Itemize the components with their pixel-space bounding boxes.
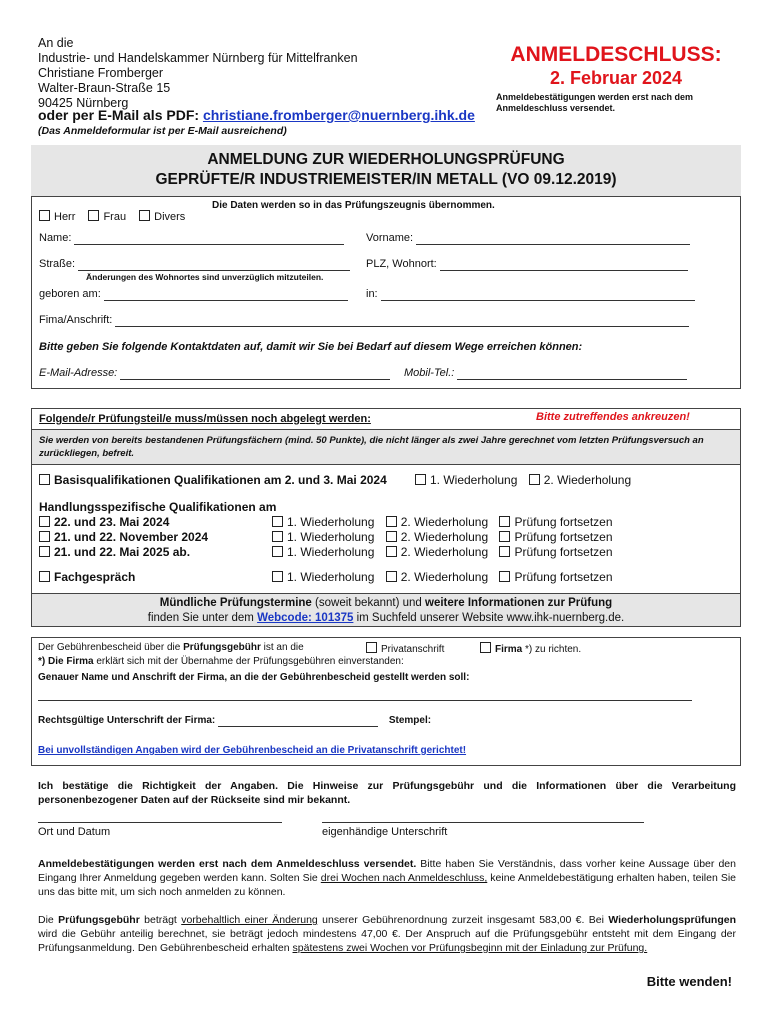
- exemption-box: [32, 429, 740, 465]
- vorname-label: Vorname:: [366, 232, 414, 244]
- w1-label: 1. Wiederholung: [287, 515, 375, 529]
- birthplace-label: in:: [366, 288, 378, 300]
- email-row: [39, 367, 390, 380]
- confirmation-info: [38, 857, 736, 899]
- hsq-date-1: [39, 515, 169, 529]
- stamp-label: Stempel:: [388, 715, 432, 726]
- title-line-2: GEPRÜFTE/R INDUSTRIEMEISTER/IN METALL (VO 09.12.2019): [155, 171, 617, 188]
- fee-info: [38, 913, 736, 955]
- fee-1c: ist an die: [260, 642, 304, 653]
- fach-checkbox[interactable]: [39, 571, 50, 582]
- divers-checkbox[interactable]: [139, 210, 150, 221]
- firma-label: Fima/Anschrift:: [39, 314, 113, 326]
- mobil-row: [404, 367, 687, 380]
- exam-header: Folgende/r Prüfungsteil/e muss/müssen noch abgelegt werden:: [39, 413, 371, 425]
- hsq-title: Handlungsspezifische Qualifikationen am: [39, 500, 277, 514]
- basis-w1-checkbox[interactable]: [415, 474, 426, 485]
- basis-label: Basisqualifikationen Qualifikationen am 2. und 3. Mai 2024: [54, 473, 387, 487]
- address-change-note: Änderungen des Wohnortes sind unverzüglich mitzuteilen.: [86, 272, 324, 282]
- form-title: [31, 145, 741, 197]
- firma-suffix: *) zu richten.: [522, 644, 582, 655]
- herr-label: Herr: [54, 211, 76, 223]
- hsq-date-3: [39, 545, 190, 559]
- fortsetzen-label: Prüfung fortsetzen: [514, 530, 613, 544]
- address-line: An die: [38, 36, 74, 50]
- w2-label: 2. Wiederholung: [400, 545, 489, 559]
- contact-request: Bitte geben Sie folgende Kontaktdaten auf, damit wir Sie bei Bedarf auf diesem Wege erreichen können:: [39, 341, 583, 353]
- firma-row: [39, 314, 689, 327]
- fee-line-3: Genauer Name und Anschrift der Firma, an die der Gebührenbescheid gestellt werden soll:: [38, 672, 470, 683]
- strasse-row: [39, 258, 350, 271]
- frau-label: Frau: [103, 211, 127, 223]
- turn-over: Bitte wenden!: [646, 974, 732, 989]
- info-p1-a: Bitte haben Sie Verständnis, dass vorher keine Aussage über den Eingang Ihrer Anmeldung gegeben werden kann. Solten Sie: [38, 858, 736, 884]
- fach-row: [39, 570, 135, 584]
- email-link[interactable]: christiane.fromberger@nuernberg.ihk.de: [202, 107, 475, 123]
- info-p2-u2: spätestens zwei Wochen vor Prüfungsbeginn mit der Einladung zur Prüfung.: [292, 942, 648, 954]
- fortsetzen-label: Prüfung fortsetzen: [514, 545, 613, 559]
- signature-field[interactable]: [218, 715, 378, 727]
- geboren-row: [39, 288, 348, 301]
- w1-label: 1. Wiederholung: [287, 530, 375, 544]
- frau-checkbox[interactable]: [88, 210, 99, 221]
- info-p2-u1: vorbehaltlich einer Änderung: [181, 914, 318, 926]
- name-label: Name:: [39, 232, 72, 244]
- address-line: Christiane Fromberger: [38, 66, 164, 80]
- incomplete-warning: Bei unvollständigen Angaben wird der Gebührenbescheid an die Privatanschrift gerichtet!: [38, 745, 467, 756]
- herr-checkbox[interactable]: [39, 210, 50, 221]
- basis-w2-checkbox[interactable]: [529, 474, 540, 485]
- fee-firma-option: [480, 642, 581, 655]
- info-p2-e: wird die Gebühr anteilig berechnet, sie beträgt jedoch mindestens 47,00 €. Der Anspruch auf die Prüfungsgebühr entsteht mit dem Eingang der Prüfungsanmeldung. Den Gebührenbescheid erhalten: [38, 928, 736, 954]
- email-label: E-Mail-Adresse:: [39, 367, 118, 379]
- basis-row: [39, 473, 387, 487]
- geboren-field[interactable]: [104, 288, 348, 301]
- w2-label: 2. Wiederholung: [543, 473, 632, 487]
- info-bold-2: weitere Informationen zur Prüfung: [425, 597, 613, 609]
- signature-label: Rechtsgültige Unterschrift der Firma:: [38, 715, 216, 726]
- hsq-options-1: [272, 515, 613, 529]
- pdf-email-line: [38, 107, 475, 123]
- w2-label: 2. Wiederholung: [400, 570, 489, 584]
- hsq2-fortsetzen-checkbox[interactable]: [499, 531, 510, 542]
- exam-info-line-1: [32, 596, 740, 611]
- info-line2b: im Suchfeld unserer Website www.ihk-nuernberg.de.: [353, 612, 625, 624]
- hsq2-w1-checkbox[interactable]: [272, 531, 283, 542]
- vorname-row: [366, 232, 690, 245]
- info-p2-b2: Wiederholungsprüfungen: [608, 914, 736, 926]
- w2-label: 2. Wiederholung: [400, 530, 489, 544]
- info-line2a: finden Sie unter dem: [147, 612, 258, 624]
- firma-checkbox[interactable]: [480, 642, 491, 653]
- firma-label: Firma: [495, 644, 523, 655]
- webcode-link[interactable]: Webcode: 101375: [257, 612, 354, 624]
- hsq3-w2-checkbox[interactable]: [386, 546, 397, 557]
- date1-label: 22. und 23. Mai 2024: [54, 515, 170, 529]
- date2-label: 21. und 22. November 2024: [54, 530, 209, 544]
- address-line: Industrie- und Handelskammer Nürnberg für Mittelfranken: [38, 51, 358, 65]
- fach-label: Fachgespräch: [54, 570, 136, 584]
- birthplace-row: [366, 288, 695, 301]
- fach-fortsetzen-checkbox[interactable]: [499, 571, 510, 582]
- fortsetzen-label: Prüfung fortsetzen: [514, 570, 613, 584]
- hsq-options-2: [272, 530, 613, 544]
- confirmation-text: Ich bestätige die Richtigkeit der Angaben. Die Hinweise zur Prüfungsgebühr und die Informationen über die Verarbeitung personenbezogener Daten auf der Rückseite sind mir bekannt.: [38, 780, 736, 806]
- hsq1-w1-checkbox[interactable]: [272, 516, 283, 527]
- fach-w2-checkbox[interactable]: [386, 571, 397, 582]
- info-p1-u: drei Wochen nach Anmeldeschluss,: [320, 872, 488, 884]
- company-signature-row: [38, 715, 431, 727]
- hsq1-fortsetzen-checkbox[interactable]: [499, 516, 510, 527]
- fee-1b: Prüfungsgebühr: [183, 642, 261, 653]
- deadline-box: [496, 42, 736, 89]
- strasse-field[interactable]: [78, 258, 350, 271]
- plz-label: PLZ, Wohnort:: [366, 258, 437, 270]
- hsq1-w2-checkbox[interactable]: [386, 516, 397, 527]
- title-line-1: ANMELDUNG ZUR WIEDERHOLUNGSPRÜFUNG: [207, 151, 565, 168]
- w1-label: 1. Wiederholung: [287, 545, 375, 559]
- hsq-date-2: [39, 530, 208, 544]
- birthplace-field[interactable]: [381, 288, 695, 301]
- basis-checkbox[interactable]: [39, 474, 50, 485]
- basis-options: [415, 473, 631, 487]
- private-label: Privatanschrift: [381, 644, 445, 655]
- deadline-date: 2. Februar 2024: [549, 68, 683, 88]
- fee-private-option: [366, 642, 444, 655]
- info-p1-bold: Anmeldebestätigungen werden erst nach dem Anmeldeschluss versendet.: [38, 858, 417, 870]
- recipient-address: [38, 36, 358, 111]
- deadline-note: Anmeldebestätigungen werden erst nach dem Anmeldeschluss versendet.: [496, 92, 694, 113]
- signature-line[interactable]: [322, 822, 644, 823]
- ort-datum-field[interactable]: [38, 822, 282, 823]
- name-row: [39, 232, 344, 245]
- exam-info-box: [32, 593, 740, 626]
- address-line: 90425 Nürnberg: [38, 96, 129, 110]
- private-checkbox[interactable]: [366, 642, 377, 653]
- geboren-label: geboren am:: [39, 288, 101, 300]
- exemption-note: Sie werden von bereits bestandenen Prüfungsfächern (mind. 50 Punkte), die nicht länger als zwei Jahre gerechnet vom letzten Prüfungsversuch an zurückliegen, befreit.: [39, 435, 704, 459]
- pdf-note: (Das Anmeldeformular ist per E-Mail ausreichend): [38, 125, 287, 137]
- fach-options: [272, 570, 613, 584]
- firma-field[interactable]: [115, 314, 689, 327]
- mobil-field[interactable]: [457, 367, 687, 380]
- date3-checkbox[interactable]: [39, 546, 50, 557]
- fee-1a: Der Gebührenbescheid über die: [38, 642, 184, 653]
- mobil-label: Mobil-Tel.:: [404, 367, 455, 379]
- company-address-field[interactable]: [38, 700, 692, 701]
- fortsetzen-label: Prüfung fortsetzen: [514, 515, 613, 529]
- salutation-row: [39, 210, 185, 223]
- w2-label: 2. Wiederholung: [400, 515, 489, 529]
- address-line: Walter-Braun-Straße 15: [38, 81, 171, 95]
- ort-datum-label: Ort und Datum: [38, 826, 111, 838]
- fee-line-2: [38, 656, 404, 667]
- exam-info-line-2: [32, 611, 740, 626]
- w1-label: 1. Wiederholung: [430, 473, 518, 487]
- strasse-label: Straße:: [39, 258, 76, 270]
- deadline-title: ANMELDESCHLUSS:: [510, 43, 722, 66]
- hsq-options-3: [272, 545, 613, 559]
- date2-checkbox[interactable]: [39, 531, 50, 542]
- vorname-field[interactable]: [416, 232, 690, 245]
- exam-header-hint: Bitte zutreffendes ankreuzen!: [536, 411, 690, 423]
- zeugnis-note: Die Daten werden so in das Prüfungszeugnis übernommen.: [212, 200, 495, 211]
- name-field[interactable]: [74, 232, 344, 245]
- fee-line-1: [38, 642, 304, 653]
- info-p2-d: unserer Gebührenordnung zurzeit insgesamt 583,00 €. Bei: [317, 914, 609, 926]
- info-p1-b: keine Anmeldebestätigung erhalten haben, teilen Sie uns das bitte mit, um sich noch anmelden zu können.: [38, 872, 736, 898]
- date1-checkbox[interactable]: [39, 516, 50, 527]
- plz-row: [366, 258, 688, 271]
- divers-label: Divers: [154, 211, 186, 223]
- info-p2-c: beträgt: [139, 914, 182, 926]
- pdf-label: oder per E-Mail als PDF:: [38, 107, 203, 123]
- signature-caption: eigenhändige Unterschrift: [322, 826, 448, 838]
- hsq2-w2-checkbox[interactable]: [386, 531, 397, 542]
- fach-w1-checkbox[interactable]: [272, 571, 283, 582]
- email-field[interactable]: [120, 367, 390, 380]
- w1-label: 1. Wiederholung: [287, 570, 375, 584]
- fee-2a: *) Die Firma: [38, 656, 94, 667]
- info-p2-a: Die: [38, 914, 59, 926]
- date3-label: 21. und 22. Mai 2025 ab.: [54, 545, 191, 559]
- hsq3-fortsetzen-checkbox[interactable]: [499, 546, 510, 557]
- info-mid: (soweit bekannt) und: [311, 597, 425, 609]
- hsq3-w1-checkbox[interactable]: [272, 546, 283, 557]
- info-p2-b1: Prüfungsgebühr: [58, 914, 140, 926]
- plz-field[interactable]: [440, 258, 688, 271]
- fee-2b: erklärt sich mit der Übernahme der Prüfungsgebühren einverstanden:: [93, 656, 404, 667]
- info-bold-1: Mündliche Prüfungstermine: [159, 597, 312, 609]
